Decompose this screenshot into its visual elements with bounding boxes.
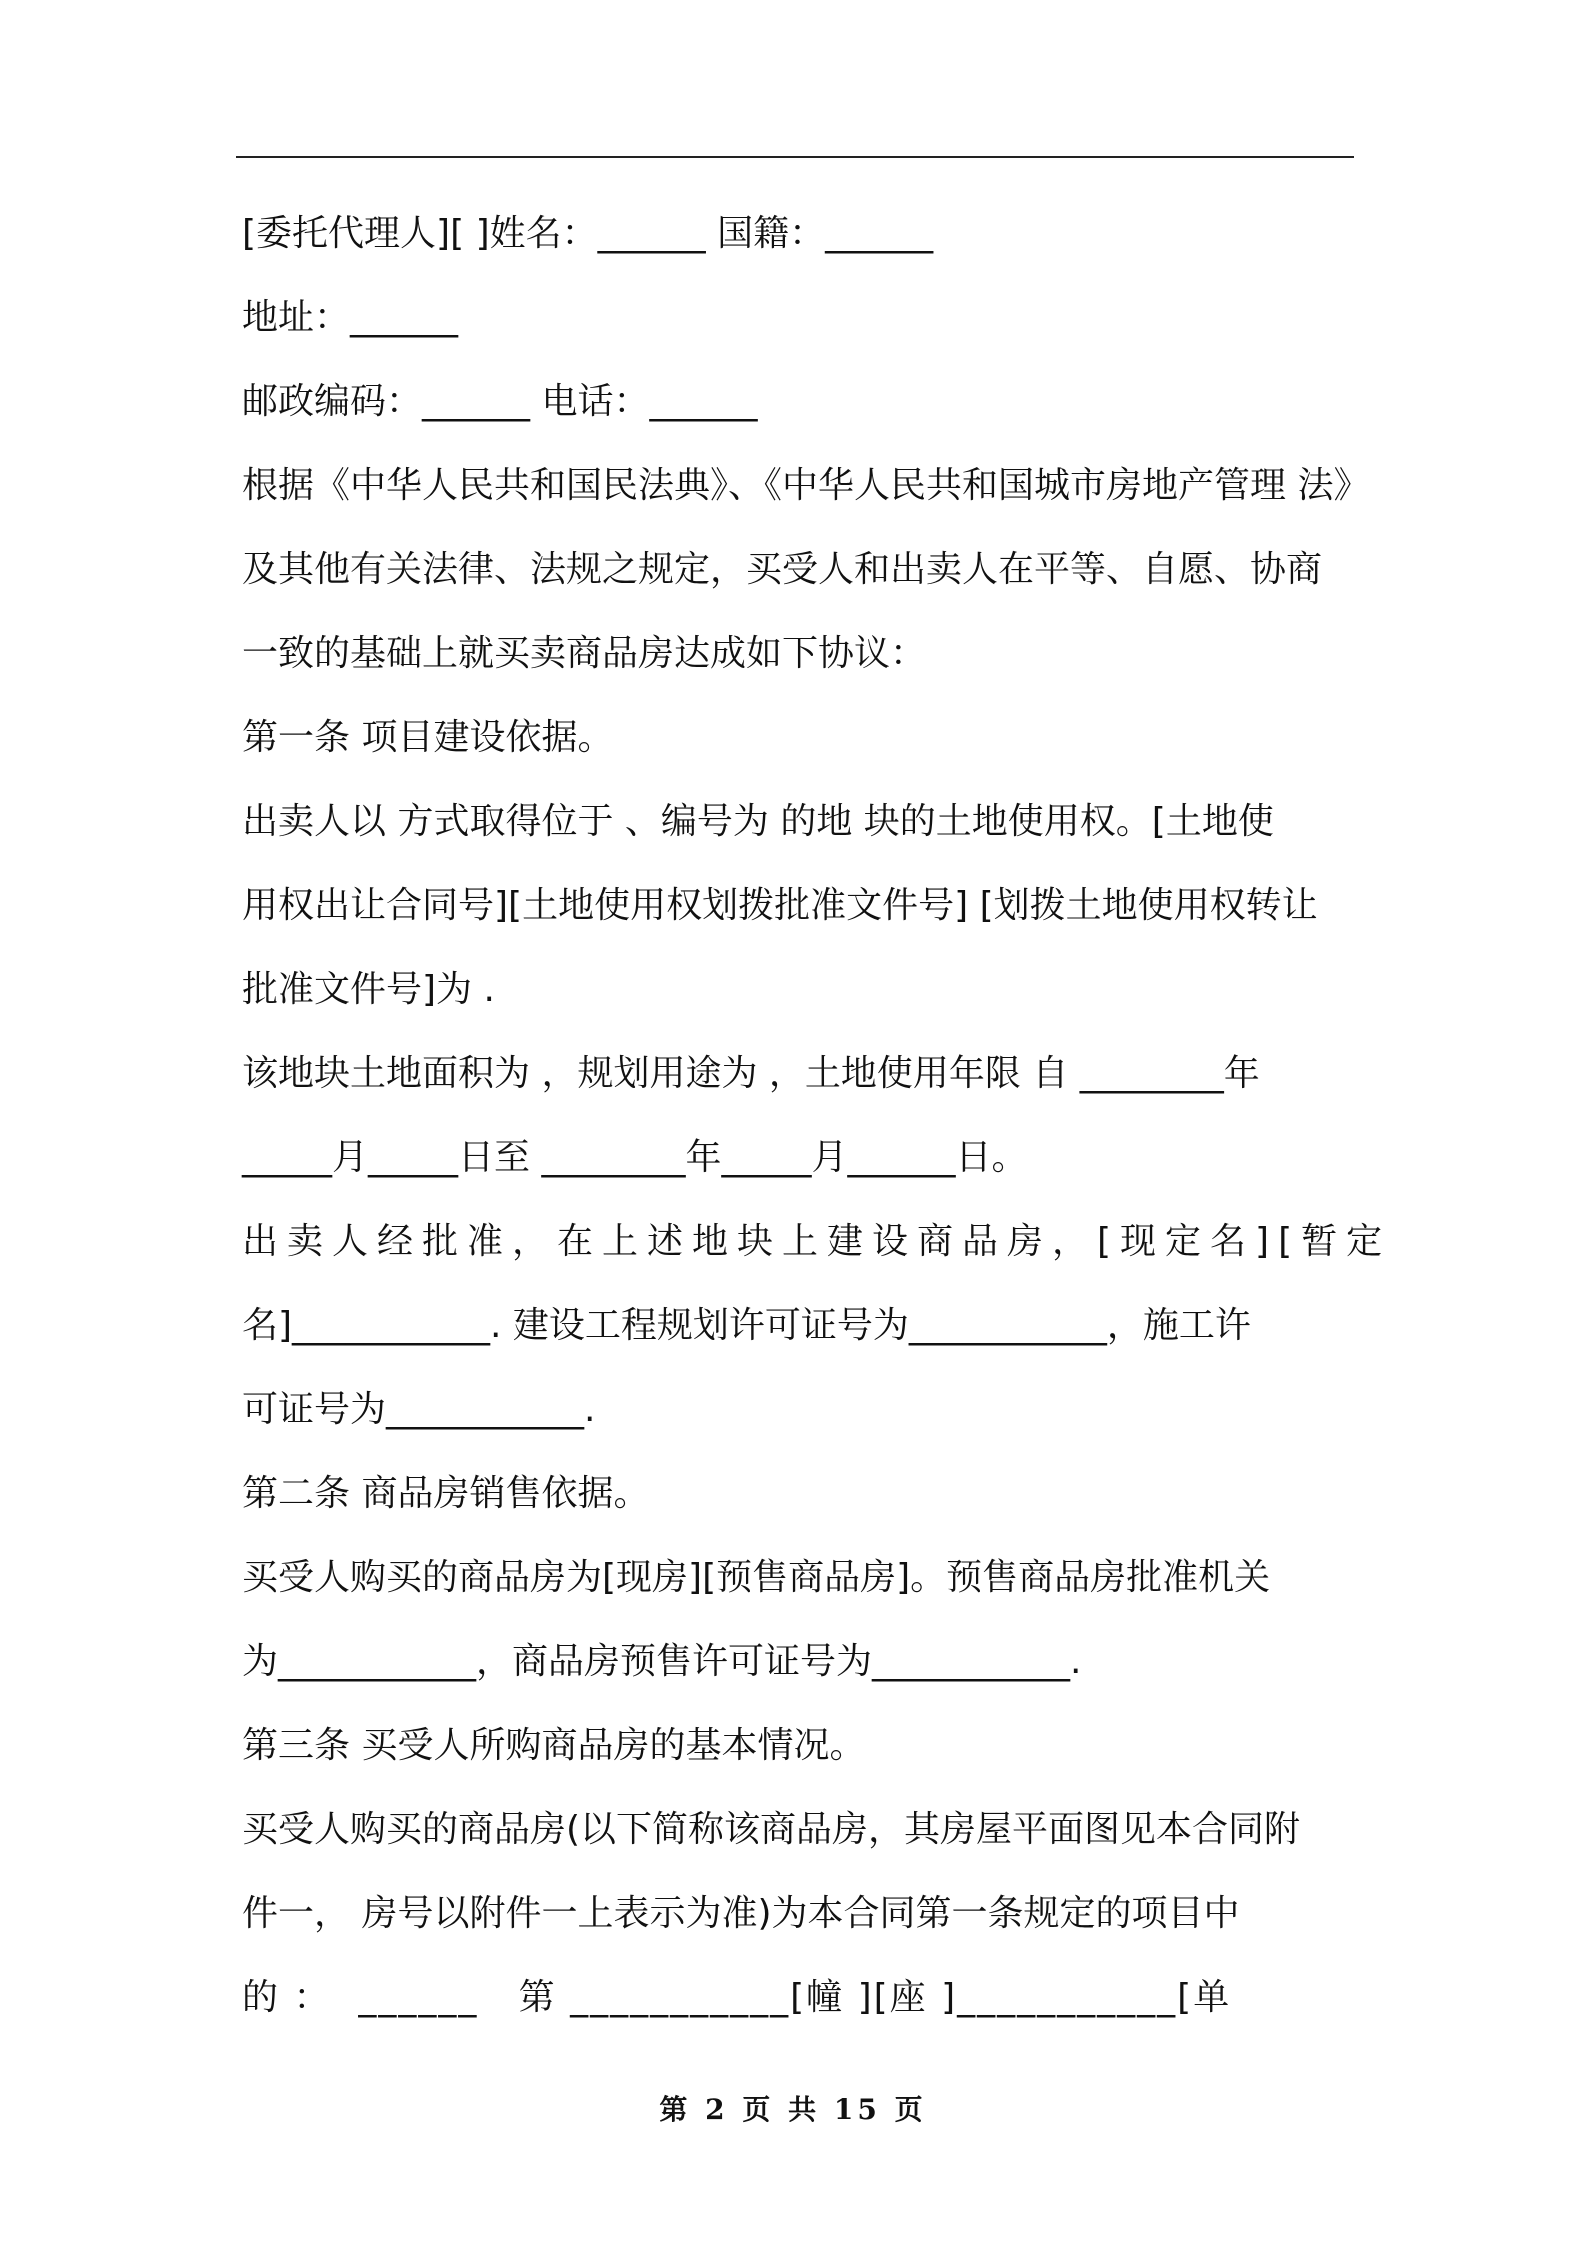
- article-3-line-2: 件一， 房号以附件一上表示为准)为本合同第一条规定的项目中: [242, 1893, 1240, 1934]
- header-divider: [236, 156, 1354, 158]
- land-area-line-1: 该地块土地面积为 ，规划用途为 ，土地使用年限 自 ________年: [242, 1053, 1260, 1094]
- article-3-heading: 第三条 买受人所购商品房的基本情况。: [242, 1725, 866, 1766]
- article-1-line-1: 出卖人以 方式取得位于 、编号为 的地 块的土地使用权。[土地使: [242, 801, 1274, 842]
- agent-name-nationality-line: [委托代理人][ ]姓名：______ 国籍：______: [242, 213, 934, 254]
- article-2-line-1: 买受人购买的商品房为[现房][预售商品房]。预售商品房批准机关: [242, 1557, 1271, 1598]
- land-area-line-2: _____月_____日至 ________年_____月______日。: [242, 1137, 1028, 1178]
- article-1-line-2: 用权出让合同号][土地使用权划拨批准文件号] [划拨土地使用权转让: [242, 885, 1318, 926]
- postcode-phone-line: 邮政编码：______ 电话：______: [242, 381, 758, 422]
- article-3-line-3: 的 ： ______ 第 ___________[幢 ][座 ]___________[单: [242, 1977, 1232, 2018]
- preamble-line-1: 根据《中华人民共和国民法典》、《中华人民共和国城市房地产管理 法》: [242, 465, 1370, 506]
- preamble-line-3: 一致的基础上就买卖商品房达成如下协议：: [242, 633, 927, 674]
- address-line: 地址：______: [242, 297, 459, 338]
- article-1-line-3: 批准文件号]为 .: [242, 969, 495, 1010]
- page-number: 第 2 页 共 15 页: [659, 2093, 927, 2126]
- article-2-heading: 第二条 商品房销售依据。: [242, 1473, 650, 1514]
- article-3-line-1: 买受人购买的商品房(以下简称该商品房，其房屋平面图见本合同附: [242, 1809, 1301, 1850]
- approval-line-3: 可证号为___________.: [242, 1389, 596, 1430]
- article-2-line-2: 为___________，商品房预售许可证号为___________.: [242, 1641, 1082, 1682]
- approval-line-2: 名]___________. 建设工程规划许可证号为___________，施工许: [242, 1305, 1251, 1346]
- approval-line-1: 出卖人经批准，在上述地块上建设商品房，[现定名][暂定: [242, 1221, 1392, 1262]
- article-1-heading: 第一条 项目建设依据。: [242, 717, 614, 758]
- document-body: [242, 192, 1392, 2040]
- preamble-line-2: 及其他有关法律、法规之规定，买受人和出卖人在平等、自愿、协商: [242, 549, 1323, 590]
